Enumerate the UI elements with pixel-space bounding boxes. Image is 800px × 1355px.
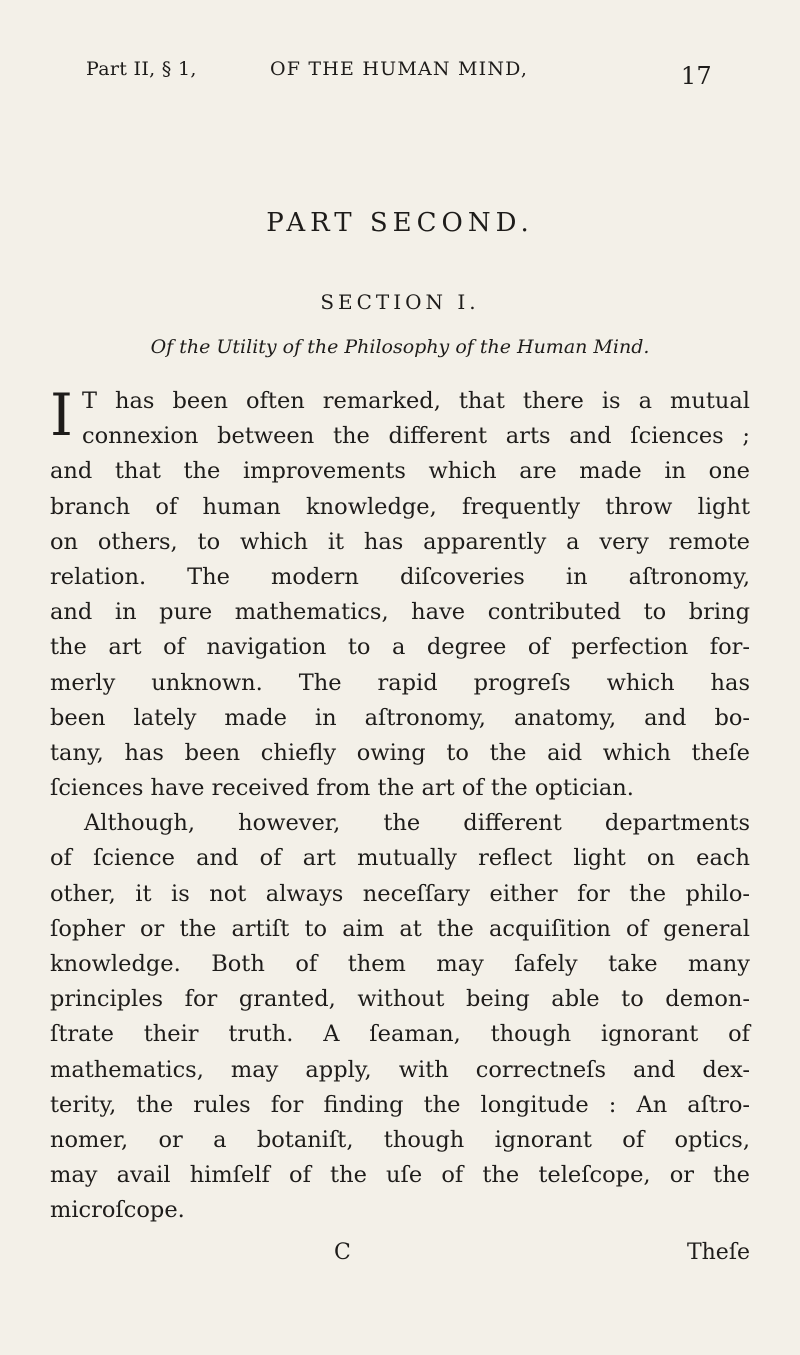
- text-line: knowledge. Both of them may ſafely take many: [50, 951, 750, 977]
- running-head-title: OF THE HUMAN MIND,: [270, 58, 529, 80]
- text-line: mathematics, may apply, with correctneſs and dex-: [50, 1056, 750, 1083]
- text-line: ſciences have received from the art of the optician.: [50, 775, 634, 802]
- text-line: ſtrate their truth. A ſeaman, though ignorant of: [50, 1021, 750, 1048]
- text-line: tany, has been chiefly owing to the aid which theſe: [50, 739, 750, 766]
- text-line: the art of navigation to a degree of perfection for-: [50, 634, 750, 661]
- text-line: of ſcience and of art mutually reflect light on each: [50, 845, 750, 872]
- text-line: Although, however, the different departments: [84, 810, 750, 837]
- page-number: 17: [680, 62, 712, 90]
- text-line: terity, the rules for finding the longitude : An aſtro-: [50, 1091, 750, 1118]
- text-line: branch of human knowledge, frequently throw light: [50, 493, 750, 520]
- text-line: principles for granted, without being able to demon-: [50, 986, 750, 1013]
- running-head-part: Part II, § 1,: [86, 58, 197, 80]
- body-text: [50, 381, 750, 1229]
- section-title: SECTION I.: [320, 290, 480, 314]
- text-line: microſcope.: [50, 1197, 185, 1224]
- text-line: T has been often remarked, that there is a mutual: [82, 388, 750, 414]
- drop-cap: I: [50, 381, 73, 449]
- part-title: PART SECOND.: [266, 208, 534, 238]
- text-line: other, it is not always neceſſary either for the philo-: [50, 880, 750, 907]
- text-line: on others, to which it has apparently a very remote: [50, 528, 750, 555]
- text-line: nomer, or a botaniſt, though ignorant of optics,: [50, 1126, 750, 1153]
- catchword: Theſe: [686, 1240, 750, 1265]
- text-line: relation. The modern diſcoveries in aſtronomy,: [50, 563, 750, 590]
- signature-mark: C: [334, 1240, 351, 1265]
- text-line: merly unknown. The rapid progreſs which has: [50, 669, 750, 696]
- text-line: connexion between the different arts and ſciences ;: [82, 423, 750, 450]
- text-line: may avail himſelf of the uſe of the teleſcope, or the: [50, 1162, 750, 1189]
- section-subtitle: Of the Utility of the Philosophy of the Human Mind.: [150, 336, 650, 358]
- text-line: and that the improvements which are made in one: [50, 458, 750, 485]
- text-line: and in pure mathematics, have contributed to bring: [50, 599, 750, 626]
- text-line: ſopher or the artiſt to aim at the acquiſition of general: [50, 915, 750, 942]
- text-line: been lately made in aſtronomy, anatomy, and bo-: [50, 704, 750, 731]
